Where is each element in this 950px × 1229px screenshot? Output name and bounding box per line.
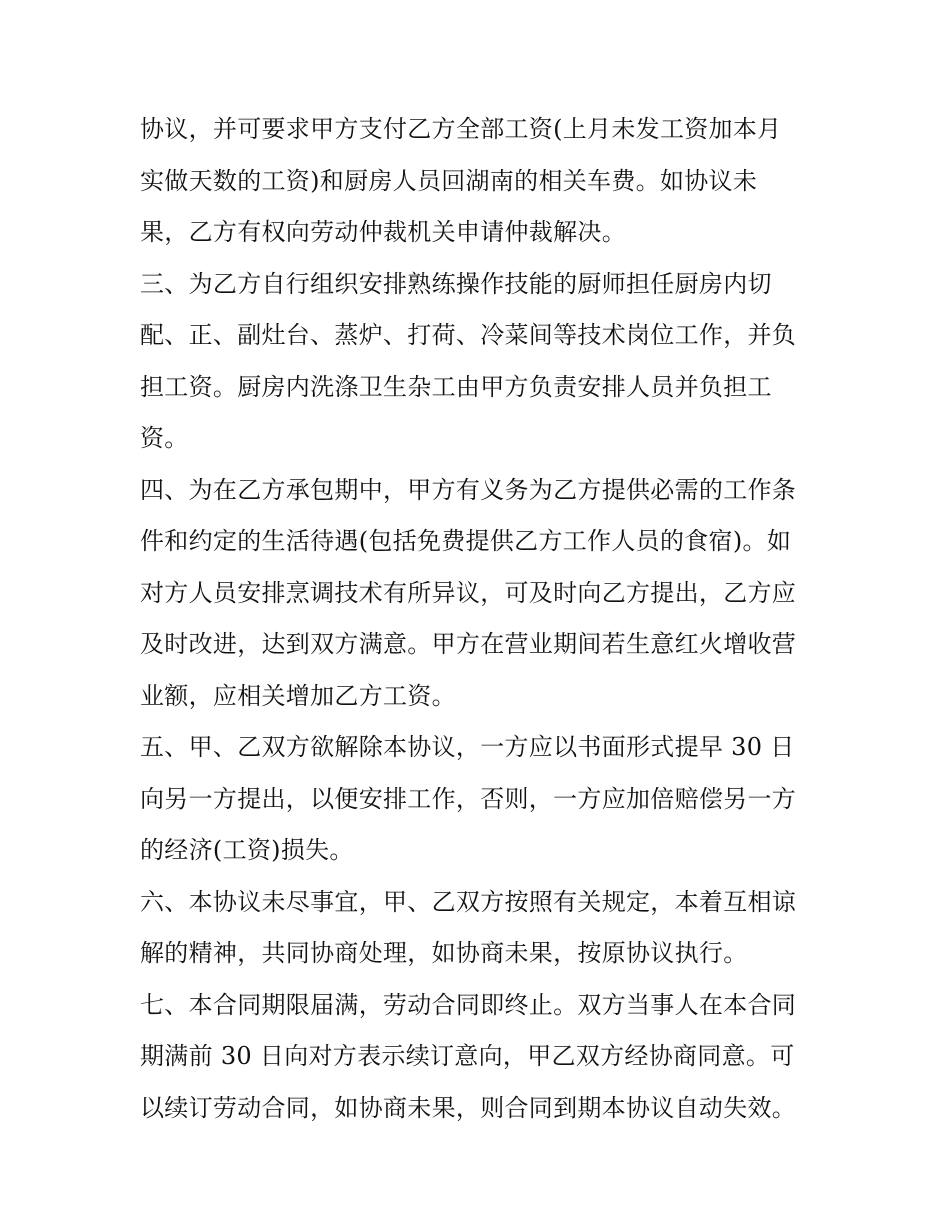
text-line: 资。: [140, 424, 189, 452]
text-line: 担工资。厨房内洗涤卫生杂工由甲方负责安排人员并负担工: [140, 372, 772, 401]
text-line: 以续订劳动合同，如协商未果，则合同到期本协议自动失效。: [140, 1093, 797, 1122]
text-line: 七、本合同期限届满，劳动合同即终止。双方当事人在本合同: [140, 990, 797, 1019]
text-line: 向另一方提出，以便安排工作，否则，一方应加倍赔偿另一方: [140, 784, 797, 813]
text-line: 对方人员安排烹调技术有所异议，可及时向乙方提出，乙方应: [140, 578, 797, 607]
text-line: 四、为在乙方承包期中，甲方有义务为乙方提供必需的工作条: [140, 475, 797, 504]
text-line: 及时改进，达到双方满意。甲方在营业期间若生意红火增收营: [140, 630, 797, 658]
text-line: 业额，应相关增加乙方工资。: [140, 681, 456, 710]
text-line: 的经济(工资)损失。: [140, 836, 354, 864]
text-line: 实做天数的工资)和厨房人员回湖南的相关车费。如协议未: [140, 166, 758, 195]
document-body: [140, 104, 820, 1134]
text-line: 三、为乙方自行组织安排熟练操作技能的厨师担任厨房内切: [140, 269, 772, 298]
text-line: 果，乙方有权向劳动仲裁机关申请仲裁解决。: [140, 218, 626, 246]
text-line: 五、甲、乙双方欲解除本协议，一方应以书面形式提早 30 日: [140, 733, 795, 761]
text-line: 配、正、副灶台、蒸炉、打荷、冷菜间等技术岗位工作，并负: [140, 321, 797, 349]
text-line: 期满前 30 日向对方表示续订意向，甲乙双方经协商同意。可: [140, 1042, 795, 1070]
text-line: 件和约定的生活待遇(包括免费提供乙方工作人员的食宿)。如: [140, 527, 792, 555]
text-line: 协议，并可要求甲方支付乙方全部工资(上月未发工资加本月: [140, 115, 782, 143]
text-line: 六、本协议未尽事宜，甲、乙双方按照有关规定，本着互相谅: [140, 887, 797, 916]
text-line: 解的精神，共同协商处理，如协商未果，按原协议执行。: [140, 939, 748, 967]
